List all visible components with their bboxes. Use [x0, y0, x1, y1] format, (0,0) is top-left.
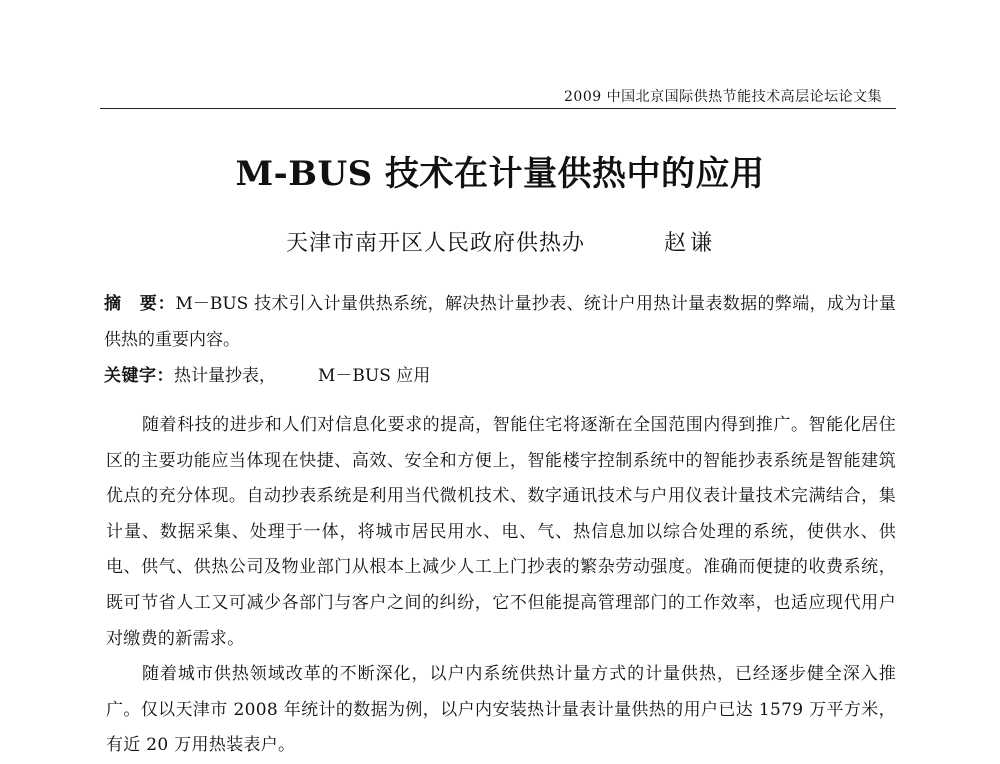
paper-title: M-BUS 技术在计量供热中的应用 — [235, 154, 765, 194]
body-text — [106, 408, 896, 764]
abstract-text: M－BUS 技术引入计量供热系统，解决热计量抄表、统计户用热计量表数据的弊端，成为计量供热的重要内容。 — [104, 294, 896, 350]
body-paragraph: 随着城市供热领域改革的不断深化，以户内系统供热计量方式的计量供热，已经逐步健全深入推广。仅以天津市 2008 年统计的数据为例，以户内安装热计量表计量供热的用户已达 1579 万平方米，有近 20 万用热装表户。 — [106, 664, 896, 756]
author-affiliation: 天津市南开区人民政府供热办 — [286, 231, 586, 256]
body-paragraph: 随着科技的进步和人们对信息化要求的提高，智能住宅将逐渐在全国范围内得到推广。智能化居住区的主要功能应当体现在快捷、高效、安全和方便上，智能楼宇控制系统中的智能抄表系统是智能建筑优点的充分体现。自动抄表系统是利用当代微机技术、数字通讯技术与户用仪表计量技术完满结合，集计量、数据采集、处理于一体，将城市居民用水、电、气、热信息加以综合处理的系统，使供水、供电、供气、供热公司及物业部门从根本上减少人工上门抄表的繁杂劳动强度。准确而便捷的收费系统，既可节省人工又可减少各部门与客户之间的纠纷，它不但能提高管理部门的工作效率，也适应现代用户对缴费的新需求。 — [106, 415, 896, 649]
author-name: 赵谦 — [664, 231, 717, 256]
abstract-paragraph — [104, 286, 896, 358]
running-header: 2009 中国北京国际供热节能技术高层论坛论文集 — [564, 89, 883, 105]
abstract-label: 摘 要： — [104, 294, 176, 314]
header-rule — [100, 108, 896, 109]
keyword-item: M－BUS 应用 — [318, 366, 431, 386]
keywords-label: 关键字： — [104, 366, 174, 386]
abstract-block — [104, 286, 896, 394]
keywords-line — [104, 358, 896, 394]
keyword-item: 热计量抄表， — [174, 366, 276, 386]
